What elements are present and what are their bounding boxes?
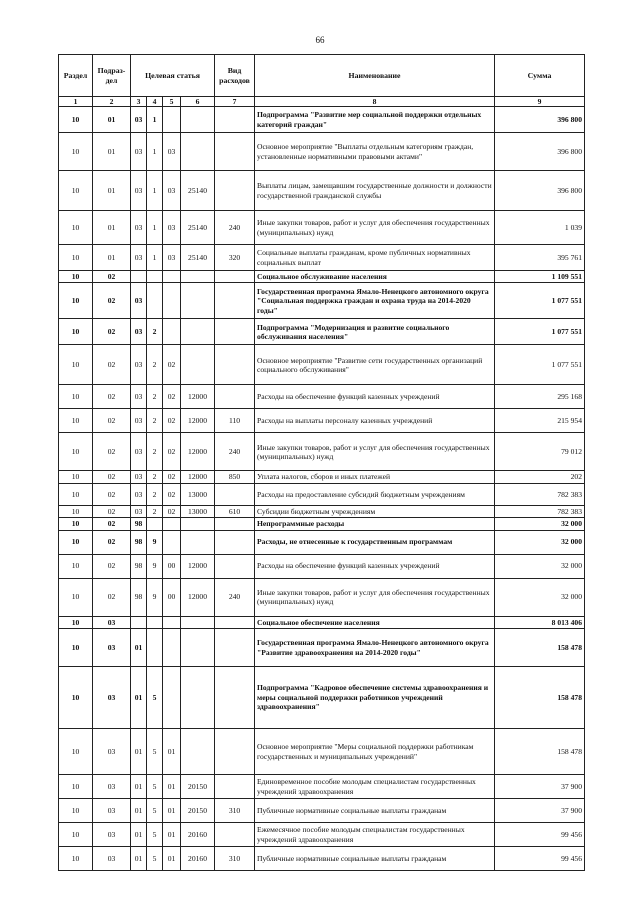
cell-summa: 1 077 551 (495, 319, 585, 345)
cell-target-program: 01 (131, 729, 147, 775)
cell-target-subprogram: 5 (147, 729, 163, 775)
cell-target-measure: 01 (163, 847, 181, 871)
cell-target-direction (181, 518, 215, 530)
cell-podrazdel: 03 (93, 616, 131, 628)
cell-naimenovanie: Основное мероприятие "Развитие сети государственных организаций социального обслуживания" (255, 345, 495, 385)
cell-vid-raskhodov (215, 616, 255, 628)
table-row (59, 245, 585, 271)
table-row (59, 211, 585, 245)
cell-summa: 79 012 (495, 433, 585, 471)
cell-naimenovanie: Государственная программа Ямало-Ненецкого автономного округа "Развитие здравоохранения на 2014-2020 годы" (255, 629, 495, 667)
cell-naimenovanie: Публичные нормативные социальные выплаты гражданам (255, 799, 495, 823)
table-row (59, 629, 585, 667)
cell-target-subprogram: 2 (147, 483, 163, 505)
cell-podrazdel: 02 (93, 409, 131, 433)
table-row (59, 271, 585, 283)
cell-podrazdel: 02 (93, 271, 131, 283)
cell-target-program: 03 (131, 319, 147, 345)
cell-target-program: 01 (131, 823, 147, 847)
cell-target-measure (163, 518, 181, 530)
cell-naimenovanie: Расходы на выплаты персоналу казенных учреждений (255, 409, 495, 433)
cell-target-direction: 20160 (181, 847, 215, 871)
cell-vid-raskhodov (215, 823, 255, 847)
cell-summa: 396 800 (495, 171, 585, 211)
cell-podrazdel: 03 (93, 629, 131, 667)
cell-target-direction (181, 345, 215, 385)
cell-target-subprogram: 5 (147, 775, 163, 799)
cell-target-subprogram (147, 629, 163, 667)
cell-vid-raskhodov (215, 518, 255, 530)
cell-podrazdel: 02 (93, 554, 131, 578)
table-row (59, 823, 585, 847)
cell-podrazdel: 03 (93, 823, 131, 847)
cell-target-program: 98 (131, 518, 147, 530)
cell-target-measure: 02 (163, 433, 181, 471)
cell-naimenovanie: Подпрограмма "Развитие мер социальной поддержки отдельных категорий граждан" (255, 107, 495, 133)
cell-target-subprogram: 2 (147, 505, 163, 517)
cell-razdel: 10 (59, 133, 93, 171)
cell-razdel: 10 (59, 483, 93, 505)
cell-target-subprogram: 1 (147, 245, 163, 271)
cell-target-measure: 02 (163, 345, 181, 385)
cell-target-measure: 01 (163, 729, 181, 775)
col-number: 5 (163, 97, 181, 107)
cell-target-direction (181, 616, 215, 628)
header-naimenovanie: Наименование (255, 55, 495, 97)
cell-target-direction: 20160 (181, 823, 215, 847)
cell-naimenovanie: Подпрограмма "Кадровое обеспечение системы здравоохранения и меры социальной поддержки работников учреждений здравоохранения" (255, 667, 495, 729)
cell-summa: 37 900 (495, 775, 585, 799)
cell-vid-raskhodov (215, 629, 255, 667)
cell-vid-raskhodov: 240 (215, 211, 255, 245)
cell-target-measure: 01 (163, 775, 181, 799)
cell-summa: 32 000 (495, 578, 585, 616)
table-row (59, 483, 585, 505)
cell-naimenovanie: Подпрограмма "Модернизация и развитие социального обслуживания населения" (255, 319, 495, 345)
cell-razdel: 10 (59, 409, 93, 433)
cell-target-program: 03 (131, 245, 147, 271)
cell-vid-raskhodov: 320 (215, 245, 255, 271)
cell-target-direction: 13000 (181, 505, 215, 517)
cell-razdel: 10 (59, 629, 93, 667)
cell-podrazdel: 03 (93, 775, 131, 799)
cell-vid-raskhodov: 310 (215, 847, 255, 871)
cell-target-measure (163, 629, 181, 667)
cell-target-measure: 03 (163, 211, 181, 245)
table-row (59, 505, 585, 517)
cell-summa: 1 109 551 (495, 271, 585, 283)
cell-target-measure (163, 319, 181, 345)
cell-target-subprogram: 9 (147, 554, 163, 578)
cell-naimenovanie: Иные закупки товаров, работ и услуг для обеспечения государственных (муниципальных) нужд (255, 211, 495, 245)
cell-target-program: 01 (131, 775, 147, 799)
cell-target-measure (163, 271, 181, 283)
cell-target-measure: 03 (163, 133, 181, 171)
cell-podrazdel: 02 (93, 471, 131, 483)
cell-podrazdel: 02 (93, 530, 131, 554)
cell-target-direction: 12000 (181, 385, 215, 409)
cell-razdel: 10 (59, 505, 93, 517)
table-row (59, 107, 585, 133)
cell-razdel: 10 (59, 211, 93, 245)
cell-naimenovanie: Основное мероприятие "Меры социальной поддержки работникам государственных и муниципальных учреждений" (255, 729, 495, 775)
cell-target-program: 03 (131, 107, 147, 133)
col-number: 4 (147, 97, 163, 107)
cell-target-program: 03 (131, 133, 147, 171)
cell-target-measure: 02 (163, 471, 181, 483)
cell-target-direction (181, 629, 215, 667)
cell-naimenovanie: Расходы на обеспечение функций казенных учреждений (255, 385, 495, 409)
cell-podrazdel: 01 (93, 133, 131, 171)
cell-target-direction: 12000 (181, 554, 215, 578)
cell-razdel: 10 (59, 171, 93, 211)
cell-summa: 158 478 (495, 629, 585, 667)
cell-target-direction (181, 271, 215, 283)
cell-target-subprogram: 2 (147, 433, 163, 471)
cell-target-measure (163, 667, 181, 729)
cell-naimenovanie: Публичные нормативные социальные выплаты гражданам (255, 847, 495, 871)
cell-target-direction: 25140 (181, 211, 215, 245)
cell-target-subprogram: 5 (147, 823, 163, 847)
cell-target-program: 03 (131, 409, 147, 433)
cell-target-subprogram: 1 (147, 211, 163, 245)
header-tselevaya-statya: Целевая статья (131, 55, 215, 97)
cell-target-subprogram: 9 (147, 578, 163, 616)
cell-target-direction (181, 530, 215, 554)
cell-target-subprogram: 2 (147, 409, 163, 433)
cell-podrazdel: 02 (93, 385, 131, 409)
cell-target-measure: 02 (163, 505, 181, 517)
cell-vid-raskhodov: 310 (215, 799, 255, 823)
cell-naimenovanie: Государственная программа Ямало-Ненецкого автономного округа "Социальная поддержка граждан и охрана труда на 2014-2020 годы" (255, 283, 495, 319)
cell-podrazdel: 01 (93, 245, 131, 271)
col-number: 9 (495, 97, 585, 107)
cell-target-program: 98 (131, 578, 147, 616)
cell-target-direction: 20150 (181, 775, 215, 799)
cell-target-program: 98 (131, 530, 147, 554)
cell-razdel: 10 (59, 345, 93, 385)
cell-target-program (131, 271, 147, 283)
budget-table (58, 54, 585, 871)
table-row (59, 530, 585, 554)
cell-razdel: 10 (59, 799, 93, 823)
cell-razdel: 10 (59, 271, 93, 283)
table-row (59, 667, 585, 729)
cell-summa: 32 000 (495, 518, 585, 530)
cell-podrazdel: 01 (93, 211, 131, 245)
table-body (59, 107, 585, 871)
cell-naimenovanie: Субсидии бюджетным учреждениям (255, 505, 495, 517)
cell-target-subprogram: 1 (147, 171, 163, 211)
cell-summa: 158 478 (495, 667, 585, 729)
cell-razdel: 10 (59, 319, 93, 345)
cell-target-subprogram: 5 (147, 667, 163, 729)
cell-target-subprogram: 2 (147, 471, 163, 483)
cell-podrazdel: 01 (93, 107, 131, 133)
cell-vid-raskhodov (215, 271, 255, 283)
table-row (59, 578, 585, 616)
cell-podrazdel: 02 (93, 505, 131, 517)
header-row (59, 55, 585, 97)
cell-razdel: 10 (59, 578, 93, 616)
cell-vid-raskhodov (215, 283, 255, 319)
table-row (59, 729, 585, 775)
cell-target-program (131, 616, 147, 628)
cell-target-measure: 01 (163, 799, 181, 823)
cell-target-subprogram (147, 283, 163, 319)
cell-target-measure (163, 283, 181, 319)
cell-summa: 782 383 (495, 483, 585, 505)
cell-podrazdel: 03 (93, 667, 131, 729)
cell-target-subprogram (147, 518, 163, 530)
cell-vid-raskhodov (215, 107, 255, 133)
table-row (59, 133, 585, 171)
cell-summa: 99 456 (495, 823, 585, 847)
cell-summa: 396 800 (495, 107, 585, 133)
cell-summa: 1 077 551 (495, 283, 585, 319)
table-row (59, 847, 585, 871)
cell-target-subprogram: 5 (147, 847, 163, 871)
cell-naimenovanie: Уплата налогов, сборов и иных платежей (255, 471, 495, 483)
cell-vid-raskhodov (215, 483, 255, 505)
cell-target-direction (181, 667, 215, 729)
cell-naimenovanie: Иные закупки товаров, работ и услуг для обеспечения государственных (муниципальных) нужд (255, 578, 495, 616)
cell-target-measure: 00 (163, 554, 181, 578)
table-row (59, 319, 585, 345)
cell-vid-raskhodov (215, 133, 255, 171)
cell-target-measure: 02 (163, 483, 181, 505)
table-row (59, 345, 585, 385)
cell-target-program: 03 (131, 505, 147, 517)
cell-podrazdel: 01 (93, 171, 131, 211)
cell-target-measure: 00 (163, 578, 181, 616)
cell-summa: 32 000 (495, 554, 585, 578)
cell-summa: 1 077 551 (495, 345, 585, 385)
cell-summa: 8 013 406 (495, 616, 585, 628)
cell-razdel: 10 (59, 518, 93, 530)
cell-naimenovanie: Социальные выплаты гражданам, кроме публичных нормативных социальных выплат (255, 245, 495, 271)
cell-naimenovanie: Ежемесячное пособие молодым специалистам государственных учреждений здравоохранения (255, 823, 495, 847)
table-row (59, 409, 585, 433)
cell-target-direction: 12000 (181, 433, 215, 471)
cell-naimenovanie: Основное мероприятие "Выплаты отдельным категориям граждан, установленные нормативными правовыми актами" (255, 133, 495, 171)
cell-naimenovanie: Расходы, не отнесенные к государственным программам (255, 530, 495, 554)
cell-target-subprogram: 9 (147, 530, 163, 554)
cell-target-measure (163, 107, 181, 133)
cell-target-direction (181, 133, 215, 171)
cell-summa: 1 039 (495, 211, 585, 245)
cell-razdel: 10 (59, 823, 93, 847)
col-number: 7 (215, 97, 255, 107)
cell-vid-raskhodov (215, 385, 255, 409)
cell-razdel: 10 (59, 667, 93, 729)
cell-target-program: 03 (131, 385, 147, 409)
cell-podrazdel: 02 (93, 518, 131, 530)
table-row (59, 799, 585, 823)
cell-vid-raskhodov (215, 345, 255, 385)
cell-target-direction (181, 107, 215, 133)
cell-vid-raskhodov (215, 667, 255, 729)
cell-target-direction (181, 283, 215, 319)
cell-target-direction: 12000 (181, 578, 215, 616)
cell-target-direction (181, 319, 215, 345)
cell-razdel: 10 (59, 729, 93, 775)
cell-vid-raskhodov: 610 (215, 505, 255, 517)
cell-target-measure (163, 530, 181, 554)
cell-target-subprogram: 1 (147, 133, 163, 171)
cell-vid-raskhodov (215, 171, 255, 211)
table-row (59, 171, 585, 211)
cell-razdel: 10 (59, 283, 93, 319)
col-number: 3 (131, 97, 147, 107)
cell-target-direction: 25140 (181, 171, 215, 211)
cell-razdel: 10 (59, 107, 93, 133)
table-row (59, 433, 585, 471)
header-razdel: Раздел (59, 55, 93, 97)
cell-naimenovanie: Социальное обслуживание населения (255, 271, 495, 283)
cell-summa: 215 954 (495, 409, 585, 433)
cell-target-measure: 02 (163, 385, 181, 409)
cell-target-measure (163, 616, 181, 628)
cell-summa: 295 168 (495, 385, 585, 409)
cell-podrazdel: 03 (93, 799, 131, 823)
cell-podrazdel: 02 (93, 283, 131, 319)
cell-vid-raskhodov (215, 319, 255, 345)
cell-podrazdel: 02 (93, 433, 131, 471)
cell-vid-raskhodov (215, 554, 255, 578)
cell-target-program: 03 (131, 283, 147, 319)
cell-razdel: 10 (59, 530, 93, 554)
cell-summa: 158 478 (495, 729, 585, 775)
table-row (59, 471, 585, 483)
cell-target-program: 98 (131, 554, 147, 578)
table-row (59, 283, 585, 319)
cell-summa: 99 456 (495, 847, 585, 871)
cell-target-program: 01 (131, 667, 147, 729)
cell-summa: 37 900 (495, 799, 585, 823)
cell-target-program: 03 (131, 471, 147, 483)
cell-target-subprogram: 2 (147, 345, 163, 385)
cell-target-subprogram: 1 (147, 107, 163, 133)
cell-razdel: 10 (59, 245, 93, 271)
col-number: 2 (93, 97, 131, 107)
cell-razdel: 10 (59, 847, 93, 871)
cell-target-subprogram (147, 616, 163, 628)
cell-target-subprogram: 2 (147, 319, 163, 345)
cell-target-direction (181, 729, 215, 775)
table-row (59, 616, 585, 628)
col-number: 8 (255, 97, 495, 107)
column-number-row (59, 97, 585, 107)
table-row (59, 775, 585, 799)
cell-summa: 395 761 (495, 245, 585, 271)
cell-razdel: 10 (59, 616, 93, 628)
cell-target-program: 01 (131, 629, 147, 667)
cell-summa: 782 383 (495, 505, 585, 517)
cell-vid-raskhodov: 240 (215, 578, 255, 616)
cell-target-direction: 12000 (181, 471, 215, 483)
cell-target-program: 03 (131, 433, 147, 471)
cell-razdel: 10 (59, 775, 93, 799)
cell-naimenovanie: Расходы на предоставление субсидий бюджетным учреждениям (255, 483, 495, 505)
cell-target-direction: 12000 (181, 409, 215, 433)
cell-target-program: 03 (131, 211, 147, 245)
cell-vid-raskhodov (215, 530, 255, 554)
cell-target-measure: 03 (163, 245, 181, 271)
cell-naimenovanie: Выплаты лицам, замещавшим государственные должности и должности государственной гражданской службы (255, 171, 495, 211)
cell-naimenovanie: Социальное обеспечение населения (255, 616, 495, 628)
col-number: 1 (59, 97, 93, 107)
cell-target-program: 01 (131, 847, 147, 871)
cell-target-program: 01 (131, 799, 147, 823)
cell-razdel: 10 (59, 385, 93, 409)
cell-target-direction: 20150 (181, 799, 215, 823)
cell-podrazdel: 03 (93, 847, 131, 871)
table-row (59, 554, 585, 578)
cell-naimenovanie: Расходы на обеспечение функций казенных учреждений (255, 554, 495, 578)
cell-summa: 32 000 (495, 530, 585, 554)
cell-podrazdel: 02 (93, 345, 131, 385)
cell-vid-raskhodov (215, 775, 255, 799)
cell-razdel: 10 (59, 471, 93, 483)
cell-naimenovanie: Иные закупки товаров, работ и услуг для обеспечения государственных (муниципальных) нужд (255, 433, 495, 471)
cell-vid-raskhodov: 240 (215, 433, 255, 471)
col-number: 6 (181, 97, 215, 107)
cell-target-measure: 02 (163, 409, 181, 433)
cell-podrazdel: 03 (93, 729, 131, 775)
cell-razdel: 10 (59, 433, 93, 471)
cell-vid-raskhodov: 850 (215, 471, 255, 483)
header-vid-raskhodov: Вид расходов (215, 55, 255, 97)
cell-target-program: 03 (131, 171, 147, 211)
cell-target-subprogram (147, 271, 163, 283)
cell-summa: 202 (495, 471, 585, 483)
cell-target-direction: 25140 (181, 245, 215, 271)
cell-target-measure: 03 (163, 171, 181, 211)
cell-target-program: 03 (131, 345, 147, 385)
cell-podrazdel: 02 (93, 483, 131, 505)
cell-target-subprogram: 5 (147, 799, 163, 823)
table-row (59, 385, 585, 409)
cell-target-subprogram: 2 (147, 385, 163, 409)
cell-vid-raskhodov (215, 729, 255, 775)
cell-target-direction: 13000 (181, 483, 215, 505)
cell-vid-raskhodov: 110 (215, 409, 255, 433)
page-number: 66 (315, 35, 325, 45)
header-summa: Сумма (495, 55, 585, 97)
cell-target-program: 03 (131, 483, 147, 505)
cell-naimenovanie: Непрограммные расходы (255, 518, 495, 530)
table-row (59, 518, 585, 530)
cell-naimenovanie: Единовременное пособие молодым специалистам государственных учреждений здравоохранения (255, 775, 495, 799)
cell-summa: 396 800 (495, 133, 585, 171)
cell-podrazdel: 02 (93, 578, 131, 616)
cell-razdel: 10 (59, 554, 93, 578)
cell-podrazdel: 02 (93, 319, 131, 345)
header-podrazdel: Подраз-дел (93, 55, 131, 97)
cell-target-measure: 01 (163, 823, 181, 847)
